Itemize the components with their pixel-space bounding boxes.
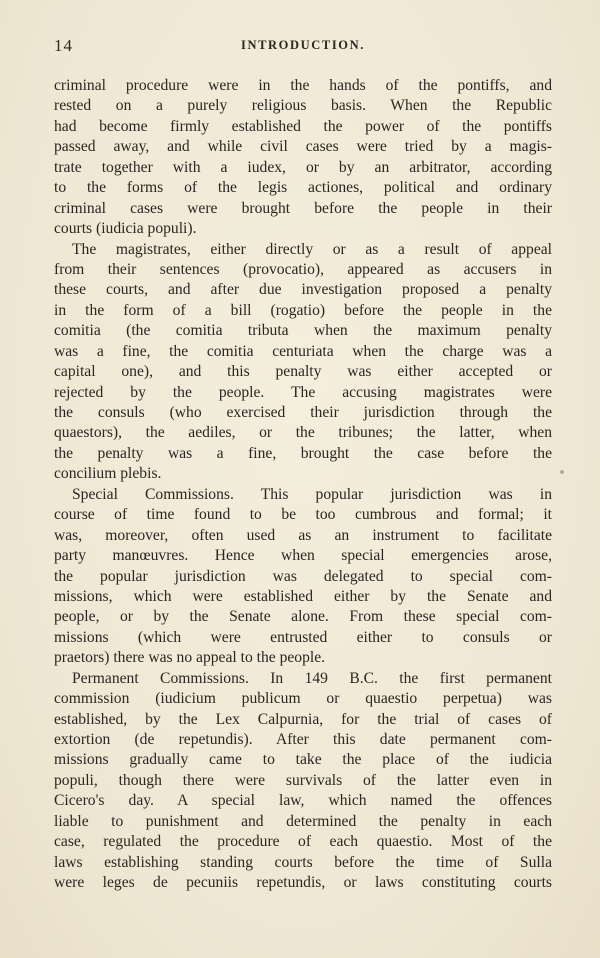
text-line: extortion (de repetundis). After this date permanent com- bbox=[54, 731, 552, 748]
text-line: rejected by the people. The accusing magistrates were bbox=[54, 383, 552, 401]
text-line: were leges de pecuniis repetundis, or laws constituting courts bbox=[54, 874, 552, 892]
text-line: Permanent Commissions. In 149 B.C. the first permanent bbox=[72, 669, 552, 687]
text-line: criminal procedure were in the hands of the pontiffs, and bbox=[54, 77, 552, 94]
running-head: INTRODUCTION. bbox=[241, 38, 365, 52]
text-line: party manœuvres. Hence when special emergencies arose, bbox=[54, 547, 552, 565]
text-line: was a fine, the comitia centuriata when the charge was a bbox=[54, 342, 552, 360]
text-line: Special Commissions. This popular jurisdiction was in bbox=[72, 485, 552, 503]
text-line: Cicero's day. A special law, which named the offences bbox=[54, 792, 552, 810]
text-line: concilium plebis. bbox=[54, 465, 162, 483]
text-line: quaestors), the aediles, or the tribunes; the latter, when bbox=[54, 424, 552, 442]
text-line: from their sentences (provocatio), appeared as accusers in bbox=[54, 260, 552, 278]
text-line: in the form of a bill (rogatio) before the people in the bbox=[54, 301, 552, 319]
text-line: laws establishing standing courts before the time of Sulla bbox=[54, 853, 552, 871]
text-line: courts (iudicia populi). bbox=[54, 220, 197, 238]
text-line: established, by the Lex Calpurnia, for the trial of cases of bbox=[54, 710, 552, 728]
text-line: was, moreover, often used as an instrument to facilitate bbox=[54, 526, 552, 544]
page-header bbox=[54, 36, 552, 56]
text-line: course of time found to be too cumbrous and formal; it bbox=[54, 506, 552, 524]
text-line: missions (which were entrusted either to consuls or bbox=[54, 628, 552, 646]
text-line: capital one), and this penalty was either accepted or bbox=[54, 363, 552, 381]
text-line: to the forms of the legis actiones, political and ordinary bbox=[54, 179, 552, 197]
text-line: case, regulated the procedure of each quaestio. Most of the bbox=[54, 833, 552, 851]
text-line: praetors) there was no appeal to the people. bbox=[54, 649, 326, 667]
text-line: missions gradually came to take the place of the iudicia bbox=[54, 751, 552, 769]
text-line: missions, which were established either by the Senate and bbox=[54, 587, 552, 605]
text-line: criminal cases were brought before the people in their bbox=[54, 199, 552, 217]
text-line: the consuls (who exercised their jurisdiction through the bbox=[54, 404, 552, 421]
text-line: people, or by the Senate alone. From these special com- bbox=[54, 608, 552, 626]
body-text bbox=[54, 76, 552, 894]
paper-stain bbox=[560, 470, 564, 474]
text-line: commission (iudicium publicum or quaestio perpetua) was bbox=[54, 690, 552, 708]
page-number: 14 bbox=[54, 36, 73, 55]
text-line: the penalty was a fine, brought the case before the bbox=[54, 444, 552, 462]
text-line: liable to punishment and determined the penalty in each bbox=[54, 812, 552, 830]
text-line: The magistrates, either directly or as a result of appeal bbox=[72, 240, 552, 258]
text-line: the popular jurisdiction was delegated to special com- bbox=[54, 567, 552, 585]
text-line: trate together with a iudex, or by an arbitrator, according bbox=[54, 158, 552, 176]
text-line: these courts, and after due investigation proposed a penalty bbox=[54, 281, 552, 299]
text-line: comitia (the comitia tributa when the maximum penalty bbox=[54, 322, 552, 340]
text-line: rested on a purely religious basis. When the Republic bbox=[54, 97, 552, 115]
text-line: had become firmly established the power of the pontiffs bbox=[54, 117, 552, 135]
text-line: passed away, and while civil cases were tried by a magis- bbox=[54, 138, 552, 156]
text-line: populi, though there were survivals of the latter even in bbox=[54, 771, 552, 789]
